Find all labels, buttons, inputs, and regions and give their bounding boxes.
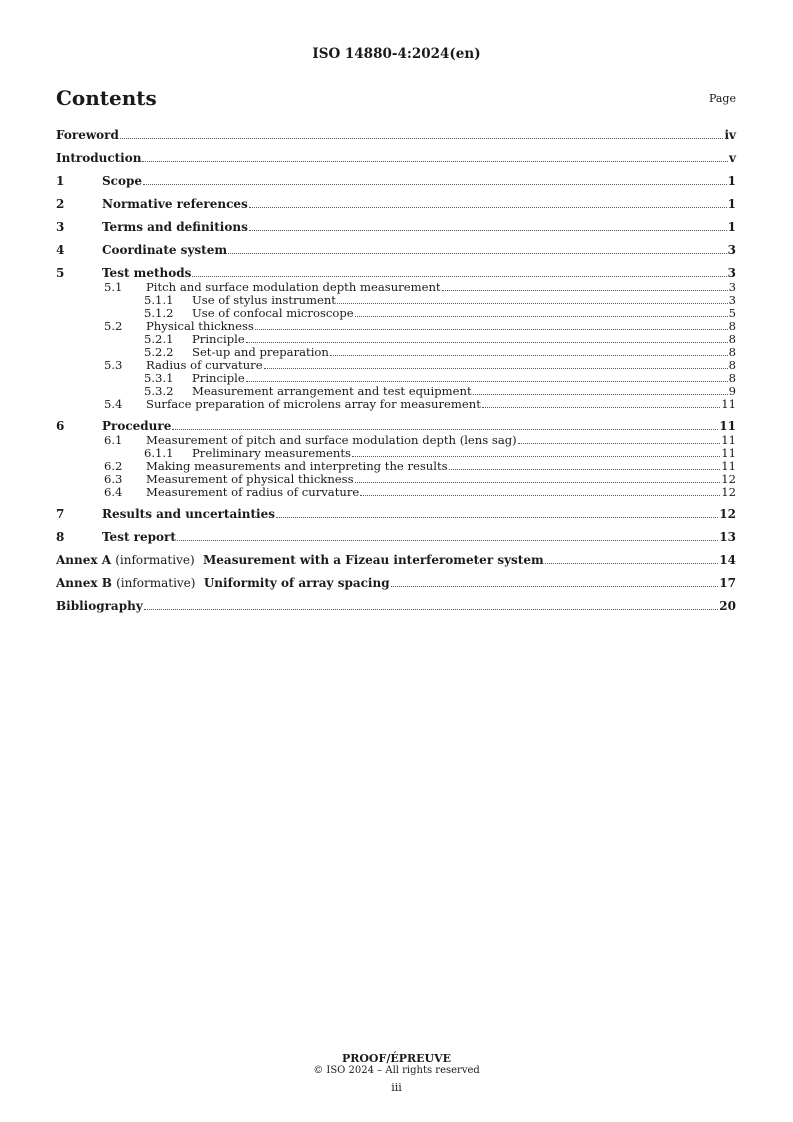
dot-leader bbox=[246, 342, 728, 343]
toc-entry[interactable] bbox=[56, 128, 736, 143]
toc-entry-label: Test methods bbox=[102, 266, 192, 280]
toc-entry[interactable] bbox=[56, 174, 736, 189]
toc-entry-number: 6.3 bbox=[104, 472, 123, 486]
toc-entry-number: 2 bbox=[56, 197, 65, 211]
toc-entry-page: 12 bbox=[719, 507, 736, 521]
document-id-header: ISO 14880-4:2024(en) bbox=[312, 46, 481, 62]
toc-entry-number: 6.1.1 bbox=[144, 446, 174, 460]
page-title: Contents bbox=[56, 86, 157, 110]
toc-entry-label: Terms and definitions bbox=[102, 220, 248, 234]
dot-leader bbox=[442, 290, 728, 291]
dot-leader bbox=[249, 230, 727, 231]
toc-entry-page: 12 bbox=[721, 485, 736, 499]
dot-leader bbox=[482, 407, 720, 408]
toc-entry-page: 1 bbox=[727, 197, 736, 211]
toc-entry-number: 6.4 bbox=[104, 485, 123, 499]
toc-entry-number: 5.2.1 bbox=[144, 332, 174, 346]
toc-entry-label: Principle bbox=[192, 332, 245, 346]
toc-entry[interactable] bbox=[56, 553, 736, 568]
toc-entry-page: 11 bbox=[721, 446, 736, 460]
dot-leader bbox=[473, 394, 728, 395]
page-number: iii bbox=[391, 1081, 402, 1094]
toc-entry-number: 8 bbox=[56, 530, 65, 544]
toc-entry-page: 8 bbox=[728, 319, 736, 333]
toc-entry-number: 7 bbox=[56, 507, 65, 521]
toc-entry-label: Measurement of pitch and surface modulation depth (lens sag) bbox=[146, 433, 517, 447]
toc-entry-label: Scope bbox=[102, 174, 143, 188]
toc-entry-number: 5.2 bbox=[104, 319, 123, 333]
toc-entry[interactable] bbox=[56, 398, 736, 411]
toc-entry-number: 6.2 bbox=[104, 459, 123, 473]
toc-entry-label: Measurement arrangement and test equipment bbox=[192, 384, 472, 398]
toc-entry-page: 1 bbox=[727, 174, 736, 188]
dot-leader bbox=[330, 355, 728, 356]
dot-leader bbox=[246, 381, 728, 382]
toc-entry[interactable] bbox=[56, 266, 736, 281]
toc-entry-label: Measurement of radius of curvature bbox=[146, 485, 360, 499]
toc-entry-page: 17 bbox=[719, 576, 736, 590]
toc-entry-label: Foreword bbox=[56, 128, 119, 142]
toc-entry-page: 3 bbox=[727, 243, 736, 257]
toc-entry-label: Making measurements and interpreting the results bbox=[146, 459, 448, 473]
dot-leader bbox=[120, 138, 724, 139]
copyright-notice: © ISO 2024 – All rights reserved bbox=[313, 1065, 480, 1076]
toc-entry-label: Preliminary measurements bbox=[192, 446, 351, 460]
toc-entry[interactable] bbox=[56, 530, 736, 545]
toc-entry-label: Uniformity of array spacing bbox=[203, 576, 390, 590]
toc-entry-page: 9 bbox=[728, 384, 736, 398]
toc-entry-number: 5.3.1 bbox=[144, 371, 174, 385]
toc-entry[interactable] bbox=[56, 599, 736, 614]
toc-entry-page: 13 bbox=[719, 530, 736, 544]
toc-entry-number: 1 bbox=[56, 174, 65, 188]
annex-id: Annex B bbox=[56, 576, 112, 590]
dot-leader bbox=[192, 276, 726, 277]
toc-entry-number: 3 bbox=[56, 220, 65, 234]
dot-leader bbox=[355, 316, 728, 317]
dot-leader bbox=[144, 609, 719, 610]
dot-leader bbox=[264, 368, 728, 369]
toc-entry-label: Principle bbox=[192, 371, 245, 385]
page-column-label: Page bbox=[708, 92, 736, 105]
toc-entry-number: 5.3.2 bbox=[144, 384, 174, 398]
annex-informative-label: (informative) bbox=[115, 553, 195, 567]
toc-entry-page: 20 bbox=[719, 599, 736, 613]
toc-entry-page: 3 bbox=[727, 266, 736, 280]
dot-leader bbox=[228, 253, 727, 254]
proof-label: PROOF/ÉPREUVE bbox=[341, 1052, 452, 1065]
dot-leader bbox=[276, 517, 718, 518]
toc-entry-label: Physical thickness bbox=[146, 319, 254, 333]
toc-entry-label: Measurement with a Fizeau interferometer system bbox=[203, 553, 544, 567]
toc-entry-label: Measurement of physical thickness bbox=[146, 472, 354, 486]
toc-entry-page: 8 bbox=[728, 371, 736, 385]
toc-entry-number: 5.2.2 bbox=[144, 345, 174, 359]
toc-entry-label: Set-up and preparation bbox=[192, 345, 329, 359]
dot-leader bbox=[391, 586, 719, 587]
toc-entry-page: v bbox=[729, 151, 736, 165]
toc-entry-page: 11 bbox=[721, 459, 736, 473]
dot-leader bbox=[142, 161, 728, 162]
toc-entry[interactable] bbox=[56, 220, 736, 235]
toc-entry-number: 5.1 bbox=[104, 280, 123, 294]
dot-leader bbox=[143, 184, 727, 185]
toc-entry-page: 3 bbox=[728, 280, 736, 294]
toc-entry-label: Results and uncertainties bbox=[102, 507, 275, 521]
annex-id: Annex A bbox=[56, 553, 112, 567]
toc-entry-page: 11 bbox=[721, 433, 736, 447]
dot-leader bbox=[545, 563, 719, 564]
toc-entry-page: 14 bbox=[719, 553, 736, 567]
toc-entry-page: 11 bbox=[719, 419, 736, 433]
dot-leader bbox=[518, 443, 721, 444]
dot-leader bbox=[172, 429, 718, 430]
toc-entry-number: 4 bbox=[56, 243, 65, 257]
toc-entry-page: 3 bbox=[728, 293, 736, 307]
toc-entry-label: Radius of curvature bbox=[146, 358, 263, 372]
toc-entry-number: 5.4 bbox=[104, 397, 123, 411]
toc-entry-number: 6 bbox=[56, 419, 65, 433]
dot-leader bbox=[360, 495, 720, 496]
dot-leader bbox=[355, 482, 721, 483]
toc-entry-label: Bibliography bbox=[56, 599, 143, 613]
toc-entry-label: Surface preparation of microlens array for measurement bbox=[146, 397, 481, 411]
toc-entry[interactable] bbox=[56, 151, 736, 166]
dot-leader bbox=[255, 329, 728, 330]
toc-entry-number: 5.3 bbox=[104, 358, 123, 372]
toc-entry-label: Test report bbox=[102, 530, 176, 544]
toc-entry[interactable] bbox=[56, 197, 736, 212]
dot-leader bbox=[352, 456, 720, 457]
toc-entry-page: 11 bbox=[721, 397, 736, 411]
toc-entry-page: 8 bbox=[728, 345, 736, 359]
page-footer bbox=[0, 1053, 793, 1096]
toc-entry[interactable] bbox=[56, 243, 736, 258]
toc-entry-label: Normative references bbox=[102, 197, 248, 211]
toc-entry-number: 5.1.1 bbox=[144, 293, 174, 307]
toc-entry-label: Coordinate system bbox=[102, 243, 228, 257]
toc-entry-label: Procedure bbox=[102, 419, 172, 433]
toc-entry-page: iv bbox=[724, 128, 736, 142]
toc-entry-page: 5 bbox=[728, 306, 736, 320]
annex-informative-label: (informative) bbox=[116, 576, 196, 590]
dot-leader bbox=[337, 303, 728, 304]
toc-entry-number: 6.1 bbox=[104, 433, 123, 447]
toc-entry-number: 5.1.2 bbox=[144, 306, 174, 320]
toc-entry-number: 5 bbox=[56, 266, 65, 280]
toc-entry[interactable] bbox=[56, 419, 736, 434]
toc-entry[interactable] bbox=[56, 486, 736, 499]
dot-leader bbox=[177, 540, 718, 541]
toc-entry-page: 1 bbox=[727, 220, 736, 234]
toc-entry-label: Introduction bbox=[56, 151, 142, 165]
toc-entry-label: Use of confocal microscope bbox=[192, 306, 354, 320]
dot-leader bbox=[249, 207, 727, 208]
table-of-contents bbox=[56, 128, 736, 614]
toc-entry-label: Pitch and surface modulation depth measurement bbox=[146, 280, 441, 294]
toc-entry[interactable] bbox=[56, 507, 736, 522]
toc-entry-page: 8 bbox=[728, 332, 736, 346]
dot-leader bbox=[449, 469, 721, 470]
toc-entry-page: 8 bbox=[728, 358, 736, 372]
toc-entry-page: 12 bbox=[721, 472, 736, 486]
toc-entry-label: Use of stylus instrument bbox=[192, 293, 336, 307]
toc-entry[interactable] bbox=[56, 576, 736, 591]
